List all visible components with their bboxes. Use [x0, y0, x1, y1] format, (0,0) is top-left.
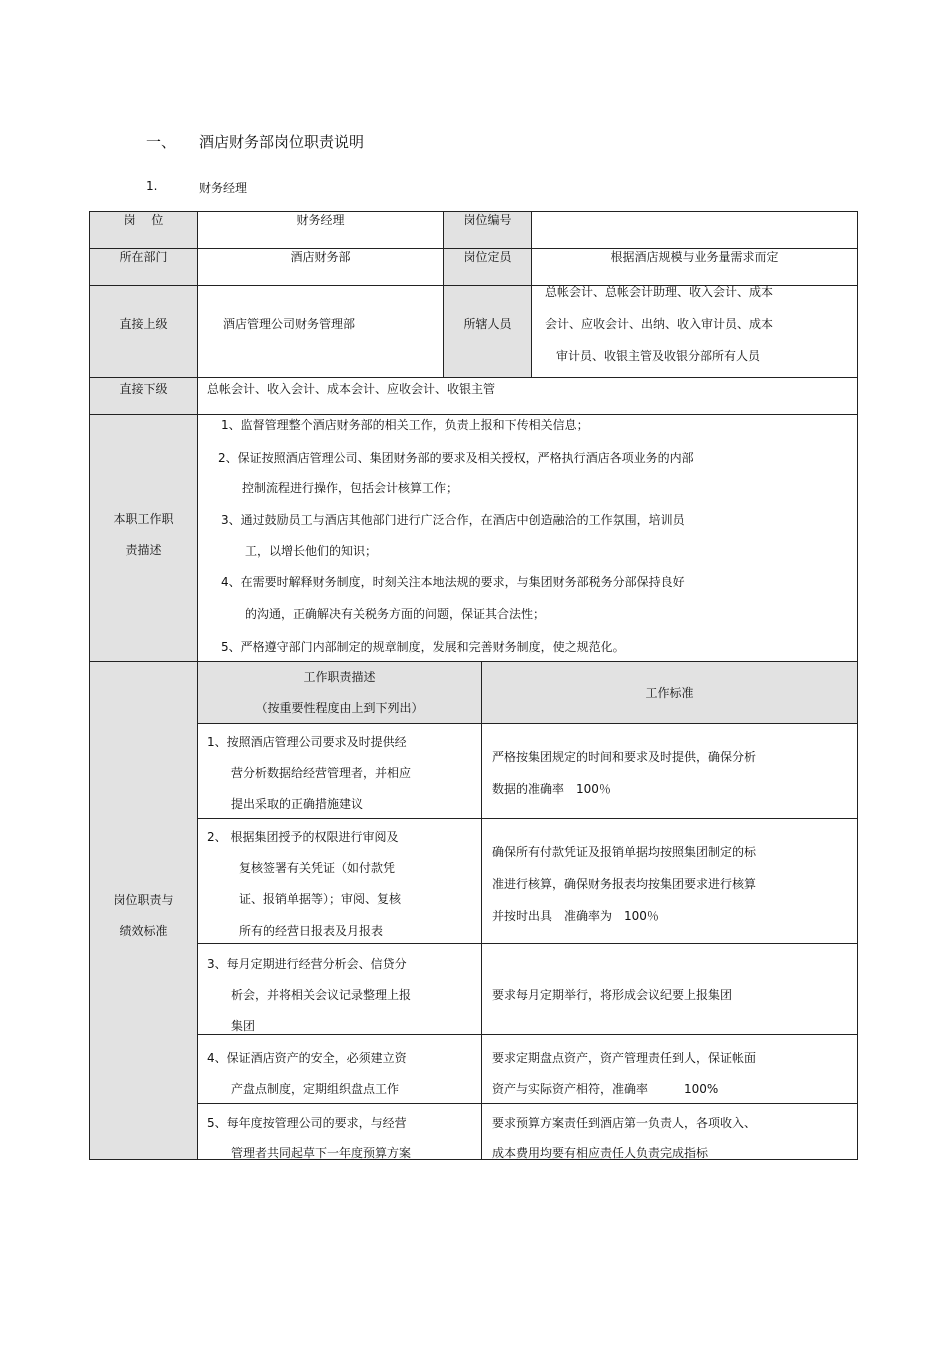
row-divider — [197, 1034, 858, 1035]
label-position-code: 岗位编号 — [463, 213, 512, 227]
table-border-bottom — [89, 1159, 858, 1160]
column-divider — [197, 211, 198, 1160]
duty-line: 的沟通，正确解决有关税务方面的问题，保证其合法性； — [245, 607, 546, 621]
perf-std-line: 资产与实际资产相符，准确率 100% — [492, 1082, 719, 1096]
perf-desc-line: 证、报销单据等）；审阅、复核 — [239, 892, 402, 906]
subordinates-line: 会计、应收会计、出纳、收入审计员、成本 — [545, 317, 774, 331]
perf-std-line: 严格按集团规定的时间和要求及时提供，确保分析 — [492, 750, 757, 764]
value-position: 财务经理 — [296, 213, 345, 227]
column-divider — [531, 211, 532, 378]
perf-std-line: 数据的准确率 100％ — [492, 782, 611, 796]
duty-line: 控制流程进行操作，包括会计核算工作； — [242, 481, 459, 495]
duty-line: 工，以增长他们的知识； — [245, 544, 378, 558]
label-subordinates: 所辖人员 — [463, 317, 512, 331]
label2-column-shade — [444, 212, 531, 378]
row-divider — [197, 723, 858, 724]
perf-std-line: 并按时出具 准确率为 100％ — [492, 909, 659, 923]
row-divider — [89, 377, 858, 378]
label-performance: 绩效标准 — [119, 924, 168, 938]
duty-line: 4、在需要时解释财务制度，时刻关注本地法规的要求，与集团财务部税务分部保持良好 — [221, 575, 685, 589]
perf-std-line: 确保所有付款凭证及报销单据均按照集团制定的标 — [492, 845, 757, 859]
perf-desc-line: 2、 根据集团授予的权限进行审阅及 — [207, 830, 399, 844]
perf-desc-line: 1、按照酒店管理公司要求及时提供经 — [207, 735, 407, 749]
label-direct-reports: 直接下级 — [119, 382, 168, 396]
perf-desc-line: 管理者共同起草下一年度预算方案 — [231, 1146, 412, 1160]
perf-header-standard: 工作标准 — [645, 686, 694, 700]
perf-std-line: 要求定期盘点资产，资产管理责任到人，保证帐面 — [492, 1051, 757, 1065]
perf-desc-line: 复核签署有关凭证（如付款凭 — [239, 861, 396, 875]
value-department: 酒店财务部 — [290, 250, 351, 264]
perf-std-line: 准进行核算，确保财务报表均按集团要求进行核算 — [492, 877, 757, 891]
row-divider — [197, 818, 858, 819]
perf-desc-line: 3、每月定期进行经营分析会、信贷分 — [207, 957, 407, 971]
row-divider — [197, 943, 858, 944]
perf-std-line: 成本费用均要有相应责任人负责完成指标 — [492, 1146, 709, 1160]
label-position: 岗 位 — [123, 213, 164, 227]
perf-desc-line: 所有的经营日报表及月报表 — [239, 924, 384, 938]
perf-header-desc-note: （按重要性程度由上到下列出） — [255, 701, 424, 715]
section-number: 一、 — [146, 133, 177, 151]
perf-desc-line: 产盘点制度，定期组织盘点工作 — [231, 1082, 400, 1096]
perf-header-desc: 工作职责描述 — [303, 670, 376, 684]
value-superior: 酒店管理公司财务管理部 — [222, 317, 355, 331]
label-duties: 本职工作职 — [113, 512, 174, 526]
perf-std-line: 要求预算方案责任到酒店第一负责人，各项收入、 — [492, 1116, 757, 1130]
row-divider — [89, 414, 858, 415]
label-department: 所在部门 — [119, 250, 168, 264]
label-duties: 责描述 — [125, 543, 162, 557]
label-performance: 岗位职责与 — [113, 893, 174, 907]
perf-desc-line: 析会，并将相关会议记录整理上报 — [231, 988, 412, 1002]
perf-desc-line: 5、每年度按管理公司的要求，与经营 — [207, 1116, 407, 1130]
section-title: 酒店财务部岗位职责说明 — [199, 133, 365, 151]
perf-desc-line: 4、保证酒店资产的安全，必须建立资 — [207, 1051, 407, 1065]
subsection-title: 财务经理 — [199, 181, 248, 195]
value-headcount: 根据酒店规模与业务量需求而定 — [610, 250, 779, 264]
perf-std-line: 要求每月定期举行，将形成会议纪要上报集团 — [492, 988, 733, 1002]
subordinates-line: 审计员、收银主管及收银分部所有人员 — [556, 349, 761, 363]
label-superior: 直接上级 — [119, 317, 168, 331]
perf-desc-line: 提出采取的正确措施建议 — [231, 797, 364, 811]
column-divider — [443, 211, 444, 378]
subsection-number: 1. — [146, 179, 158, 193]
row-divider — [197, 1103, 858, 1104]
value-direct-reports: 总帐会计、收入会计、成本会计、应收会计、收银主管 — [207, 382, 496, 396]
label-column-shade — [90, 212, 197, 660]
duty-line: 2、保证按照酒店管理公司、集团财务部的要求及相关授权，严格执行酒店各项业务的内部 — [218, 451, 694, 465]
subordinates-line: 总帐会计、总帐会计助理、收入会计、成本 — [545, 285, 774, 299]
perf-desc-line: 营分析数据给经营管理者，并相应 — [231, 766, 412, 780]
table-border-left — [89, 211, 90, 1160]
label-headcount: 岗位定员 — [463, 250, 512, 264]
label-column-shade-lower — [90, 660, 197, 1160]
duty-line: 3、通过鼓励员工与酒店其他部门进行广泛合作，在酒店中创造融洽的工作氛围，培训员 — [221, 513, 685, 527]
duty-line: 1、监督管理整个酒店财务部的相关工作，负责上报和下传相关信息； — [221, 418, 589, 432]
perf-desc-line: 集团 — [231, 1019, 256, 1033]
table-border-right — [857, 211, 858, 1160]
duty-line: 5、严格遵守部门内部制定的规章制度，发展和完善财务制度，使之规范化。 — [221, 640, 625, 654]
row-divider — [89, 661, 858, 662]
column-divider — [481, 661, 482, 1160]
